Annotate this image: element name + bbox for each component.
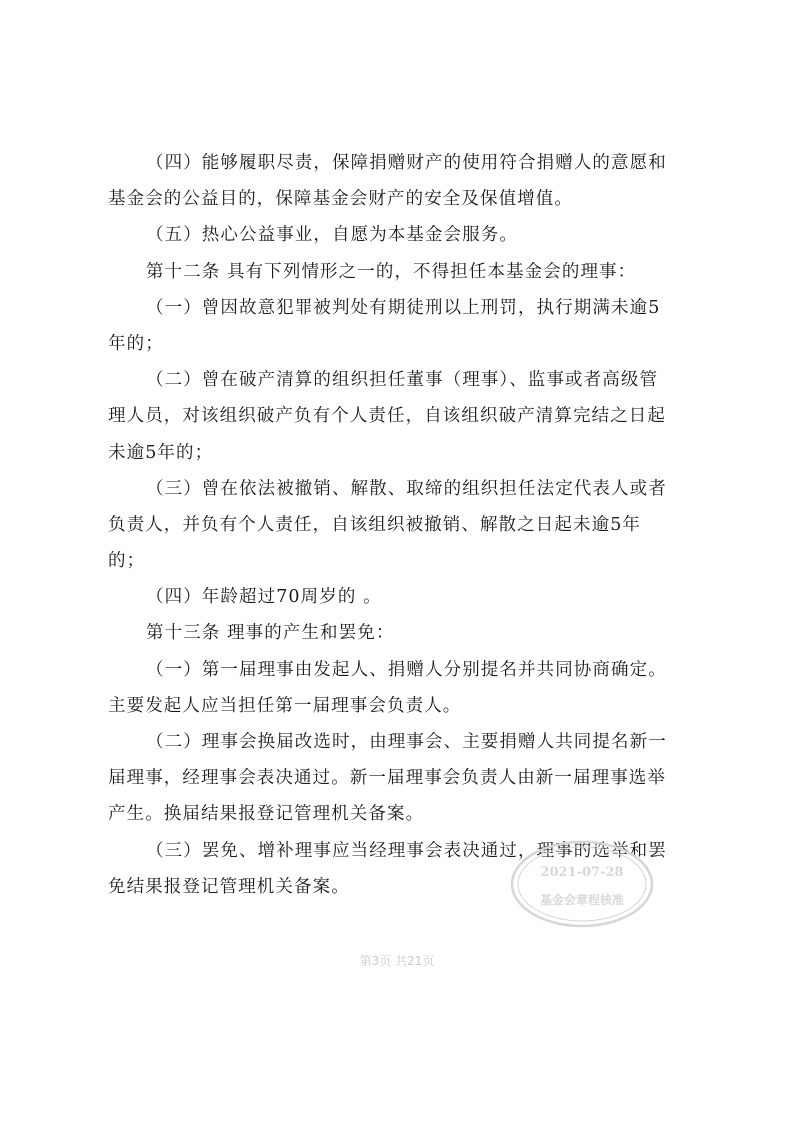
paragraph-line: 主要发起人应当担任第一届理事会负责人。 [108, 695, 462, 716]
paragraph-line: （一）曾因故意犯罪被判处有期徒刑以上刑罚，执行期满未逾5 [146, 297, 661, 318]
paragraph-line: 负责人，并负有个人责任，自该组织被撤销、解散之日起未逾5年 [108, 514, 642, 535]
paragraph-line: （五）热心公益事业，自愿为本基金会服务。 [146, 225, 518, 246]
paragraph-line: 年的； [108, 333, 164, 354]
paragraph-line: （三）曾在依法被撤销、解散、取缔的组织担任法定代表人或者 [146, 478, 667, 499]
page-number: 第3页 共21页 [359, 954, 435, 968]
article-heading-12: 第十二条 具有下列情形之一的，不得担任本基金会的理事： [146, 261, 637, 282]
paragraph-line: 免结果报登记管理机关备案。 [108, 876, 350, 897]
paragraph-line: （一）第一届理事由发起人、捐赠人分别提名并共同协商确定。 [146, 659, 667, 680]
paragraph-line: （三）罢免、增补理事应当经理事会表决通过，理事的选举和罢 [146, 840, 667, 861]
stamp-date: 2021-07-28 [540, 865, 624, 880]
paragraph-line: 理人员，对该组织破产负有个人责任，自该组织破产清算完结之日起 [108, 406, 666, 427]
paragraph-line: （二）曾在破产清算的组织担任董事（理事）、监事或者高级管 [146, 370, 659, 391]
paragraph-line: 基金会的公益目的，保障基金会财产的安全及保值增值。 [108, 189, 573, 210]
paragraph-line: 届理事，经理事会表决通过。新一届理事会负责人由新一届理事选举 [108, 768, 666, 789]
approval-stamp [510, 840, 654, 928]
paragraph-line: 的； [108, 551, 146, 572]
paragraph-line: （四）年龄超过70周岁的 。 [146, 587, 382, 608]
article-heading-13: 第十三条 理事的产生和罢免： [146, 623, 395, 644]
paragraph-line: 未逾5年的； [108, 442, 214, 463]
paragraph-line: （四）能够履职尽责，保障捐赠财产的使用符合捐赠人的意愿和 [146, 153, 667, 173]
paragraph-line: 产生。换届结果报登记管理机关备案。 [108, 804, 425, 825]
article-body [108, 145, 692, 905]
stamp-label: 基金会章程核准 [539, 893, 625, 907]
paragraph-line: （二）理事会换届改选时，由理事会、主要捐赠人共同提名新一 [146, 732, 667, 752]
